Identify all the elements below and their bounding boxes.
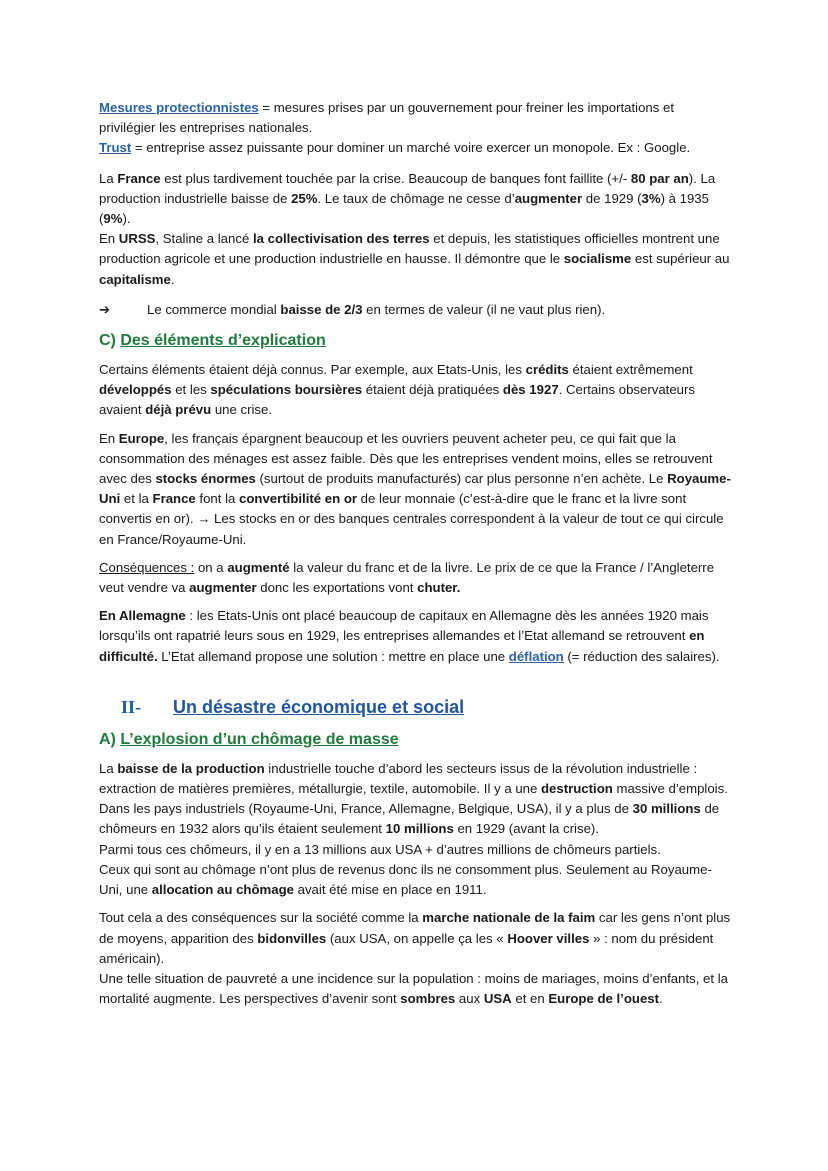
term-trust[interactable]: Trust [99,140,132,156]
term-deflation[interactable]: déflation [508,648,564,664]
definition-trust: Trust = entreprise assez puissante pour dominer un marché voire exercer un monopole. Ex : Google. [99,140,691,156]
paragraph-consequences: Conséquences : on a augmenté la valeur du franc et de la livre. Le prix de ce que la France / l’Angleterre veut vendre va augmenter donc les exportations vont chuter. [99,559,715,596]
section-heading-c: C) Des éléments d’explication [99,332,326,350]
term-mesures-protectionnistes[interactable]: Mesures protectionnistes [99,100,259,115]
document-page [99,98,731,1009]
paragraph-allemagne: En Allemagne : les Etats-Unis ont placé beaucoup de capitaux en Allemagne dès les années 1920 mais lorsqu’ils ont rapatrié leurs sous en 1929, les entreprises allemandes et l’Etat allemand se retrouvent en difficulté. L’Etat allemand propose une solution : mettre en place une déflation (= réduction des salaires). [99,608,720,664]
arrow-right-icon: ➔ [99,301,111,317]
paragraph-chomage: La baisse de la production industrielle touche d’abord les secteurs issus de la révolution industrielle : extraction de matières premières, métallurgie, textile, automobile. Il y a une destruction massive d’emplois. Dans les pays industriels (Royaume-Uni, France, Allemagne, Belgique, USA), il y a plus de 30 millions de chômeurs en 1932 alors qu’ils étaient seulement 10 millions en 1929 (avant la crise). Parmi tous ces chômeurs, il y en a 13 millions aux USA + d’autres millions de chômeurs partiels. Ceux qui sont au chômage n’ont plus de revenus donc ils ne consomment plus. Seulement au Royaume-Uni, une allocation au chômage avait été mise en place en 1911. [99,760,728,898]
paragraph-europe: En Europe, les français épargnent beaucoup et les ouvriers peuvent acheter peu, ce qui fait que la consommation des ménages est assez faible. Dès que les entreprises vendent moins, elles se retrouvent avec des stocks énormes (surtout de produits manufacturés) car plus personne n’en achète. Le Royaume-Uni et la France font la convertibilité en or de leur monnaie (c’est-à-dire que le franc et la livre sont convertis en or). → Les stocks en or des banques centrales correspondent à la valeur de tout ce qui circule en France/Royaume-Uni. [99,430,731,547]
paragraph-france-urss: La France est plus tardivement touchée par la crise. Beaucoup de banques font faillite (+/- 80 par an). La production industrielle baisse de 25%. Le taux de chômage ne cesse d’augmenter de 1929 (3%) à 1935 (9%). En URSS, Staline a lancé la collectivisation des terres et depuis, les statistiques officielles montrent une production agricole et une production industrielle en hausse. Il démontre que le socialisme est supérieur au capitalisme. [99,170,730,287]
part-heading-ii: II- Un désastre économique et social [121,696,465,717]
section-heading-a: A) L’explosion d’un chômage de masse [99,730,399,748]
paragraph-consequences-societe: Tout cela a des conséquences sur la société comme la marche nationale de la faim car les gens n’ont plus de moyens, apparition des bidonvilles (aux USA, on appelle ça les « Hoover villes » : nom du président américain). Une telle situation de pauvreté a une incidence sur la population : moins de mariages, moins d’enfants, et la mortalité augmente. Les perspectives d’avenir sont sombres aux USA et en Europe de l’ouest. [99,910,731,1007]
arrow-bullet-commerce: ➔ Le commerce mondial baisse de 2/3 en termes de valeur (il ne vaut plus rien). [99,300,731,320]
definition-protectionnisme: Mesures protectionnistes = mesures prises par un gouvernement pour freiner les importations et privilégier les entreprises nationales. [99,100,675,136]
paragraph-etats-unis: Certains éléments étaient déjà connus. Par exemple, aux Etats-Unis, les crédits étaient extrêmement développés et les spéculations boursières étaient déjà pratiquées dès 1927. Certains observateurs avaient déjà prévu une crise. [99,362,695,418]
